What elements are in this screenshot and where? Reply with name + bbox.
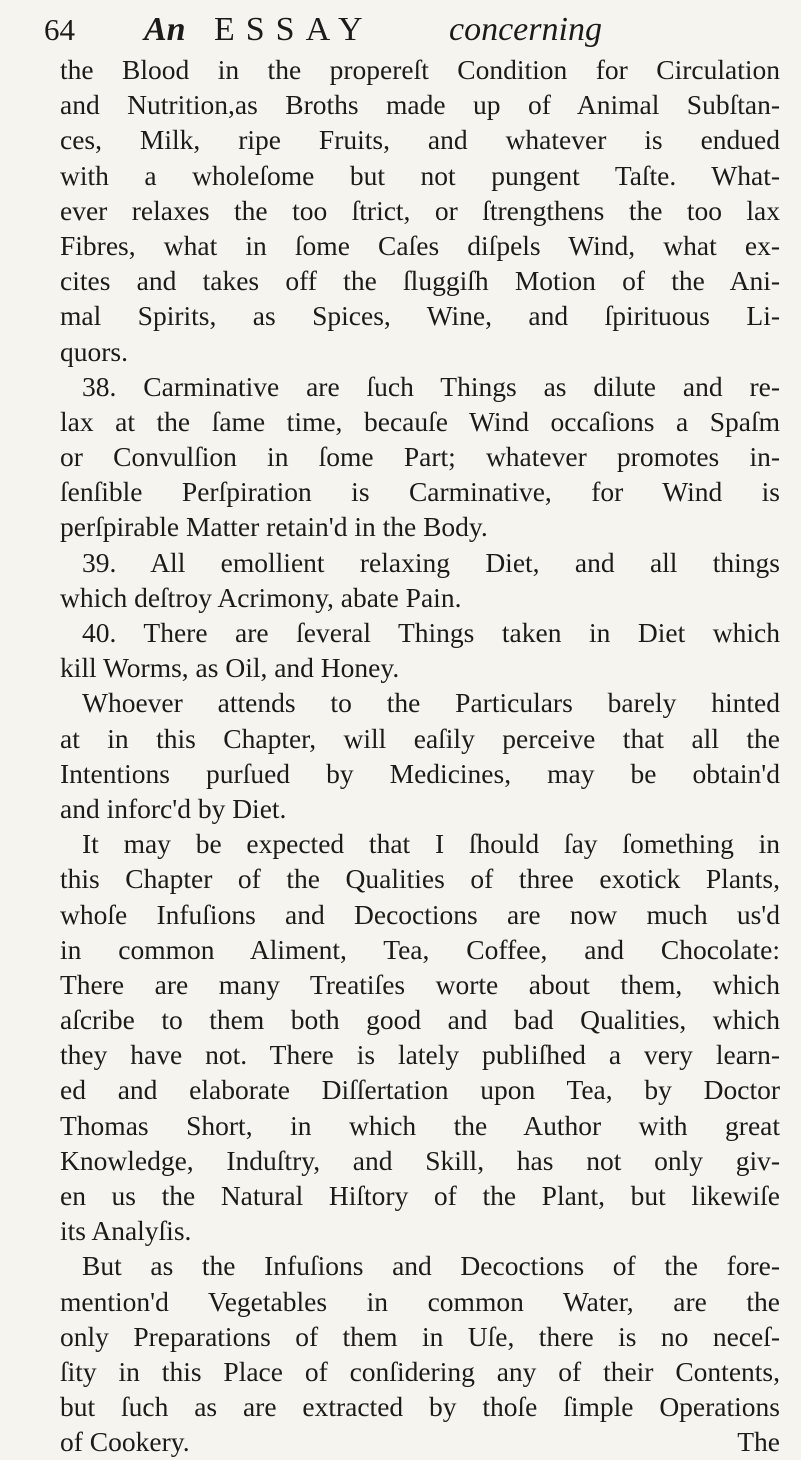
text-line: this Chapter of the Qualities of three exotick Plants, [60, 863, 780, 895]
text-line: only Preparations of them in Uſe, there is no neceſ- [60, 1320, 780, 1352]
text-line: with a wholeſome but not pungent Taſte. What- [60, 159, 780, 191]
running-title-concerning: concerning [449, 11, 602, 48]
text-line: en us the Natural Hiſtory of the Plant, but likewiſe [60, 1180, 780, 1211]
paragraph-40-start: 40. There are ſeveral Things taken in Diet which [82, 617, 780, 648]
text-line: Knowledge, Induſtry, and Skill, has not only giv- [60, 1144, 780, 1176]
text-line: mal Spirits, as Spices, Wine, and ſpirituous Li- [60, 300, 780, 332]
text-line: and inforc'd by Diet. [60, 792, 287, 824]
text-line: lax at the ſame time, becauſe Wind occaſions a Spaſm [60, 405, 780, 437]
text-line: perſpirable Matter retain'd in the Body. [60, 511, 488, 543]
text-line: which deſtroy Acrimony, abate Pain. [60, 581, 462, 613]
paragraph-whoever-start: Whoever attends to the Particulars barely hinted [82, 687, 780, 719]
catchword: The [737, 1426, 780, 1458]
body-text [60, 52, 780, 1460]
running-head [44, 10, 764, 50]
paragraph-infusions-start: But as the Infuſions and Decoctions of the fore- [82, 1250, 780, 1282]
running-title-an: An [144, 11, 186, 48]
text-line: mention'd Vegetables in common Water, are the [60, 1285, 780, 1317]
text-line: at in this Chapter, will eaſily perceive that all the [60, 722, 780, 754]
text-line: or Convulſion in ſome Part; whatever promotes in- [60, 441, 780, 473]
text-line: ſenſible Perſpiration is Carminative, for Wind is [60, 476, 780, 508]
text-line: its Analyſis. [60, 1215, 192, 1247]
paragraph-39-start: 39. All emollient relaxing Diet, and all things [82, 546, 780, 578]
running-title-essay: ESSAY [214, 11, 374, 48]
page-number: 64 [44, 12, 75, 47]
text-line: There are many Treatiſes worte about them, which [60, 968, 780, 1000]
text-line: whoſe Infuſions and Decoctions are now much us'd [60, 898, 780, 930]
text-line: Thomas Short, in which the Author with great [60, 1109, 780, 1141]
text-line: and Nutrition,as Broths made up of Animal Subſtan- [60, 89, 780, 121]
text-line: ever relaxes the too ſtrict, or ſtrengthens the too lax [60, 194, 780, 226]
text-line: in common Aliment, Tea, Coffee, and Chocolate: [60, 933, 780, 965]
text-line: but ſuch as are extracted by thoſe ſimple Operations [60, 1391, 780, 1423]
paragraph-expected-start: It may be expected that I ſhould ſay ſomething in [82, 828, 780, 860]
text-line: ces, Milk, ripe Fruits, and whatever is endued [60, 124, 780, 156]
text-line: of Cookery. [60, 1426, 190, 1458]
text-line: Fibres, what in ſome Caſes diſpels Wind, what ex- [60, 229, 780, 261]
text-line: ſity in this Place of conſidering any of their Contents, [60, 1355, 780, 1387]
text-line: ed and elaborate Diſſertation upon Tea, by Doctor [60, 1074, 780, 1106]
text-line: kill Worms, as Oil, and Honey. [60, 652, 400, 684]
text-line: Intentions purſued by Medicines, may be obtain'd [60, 757, 780, 789]
text-line: quors. [60, 335, 128, 367]
text-line: cites and takes off the ſluggiſh Motion of the Ani- [60, 265, 780, 297]
text-line: they have not. There is lately publiſhed a very learn- [60, 1039, 780, 1071]
last-line [60, 1424, 780, 1459]
paragraph-38-start: 38. Carminative are ſuch Things as dilute and re- [82, 370, 780, 402]
text-line: aſcribe to them both good and bad Qualities, which [60, 1004, 780, 1036]
text-line: the Blood in the propereſt Condition for Circulation [60, 54, 780, 85]
